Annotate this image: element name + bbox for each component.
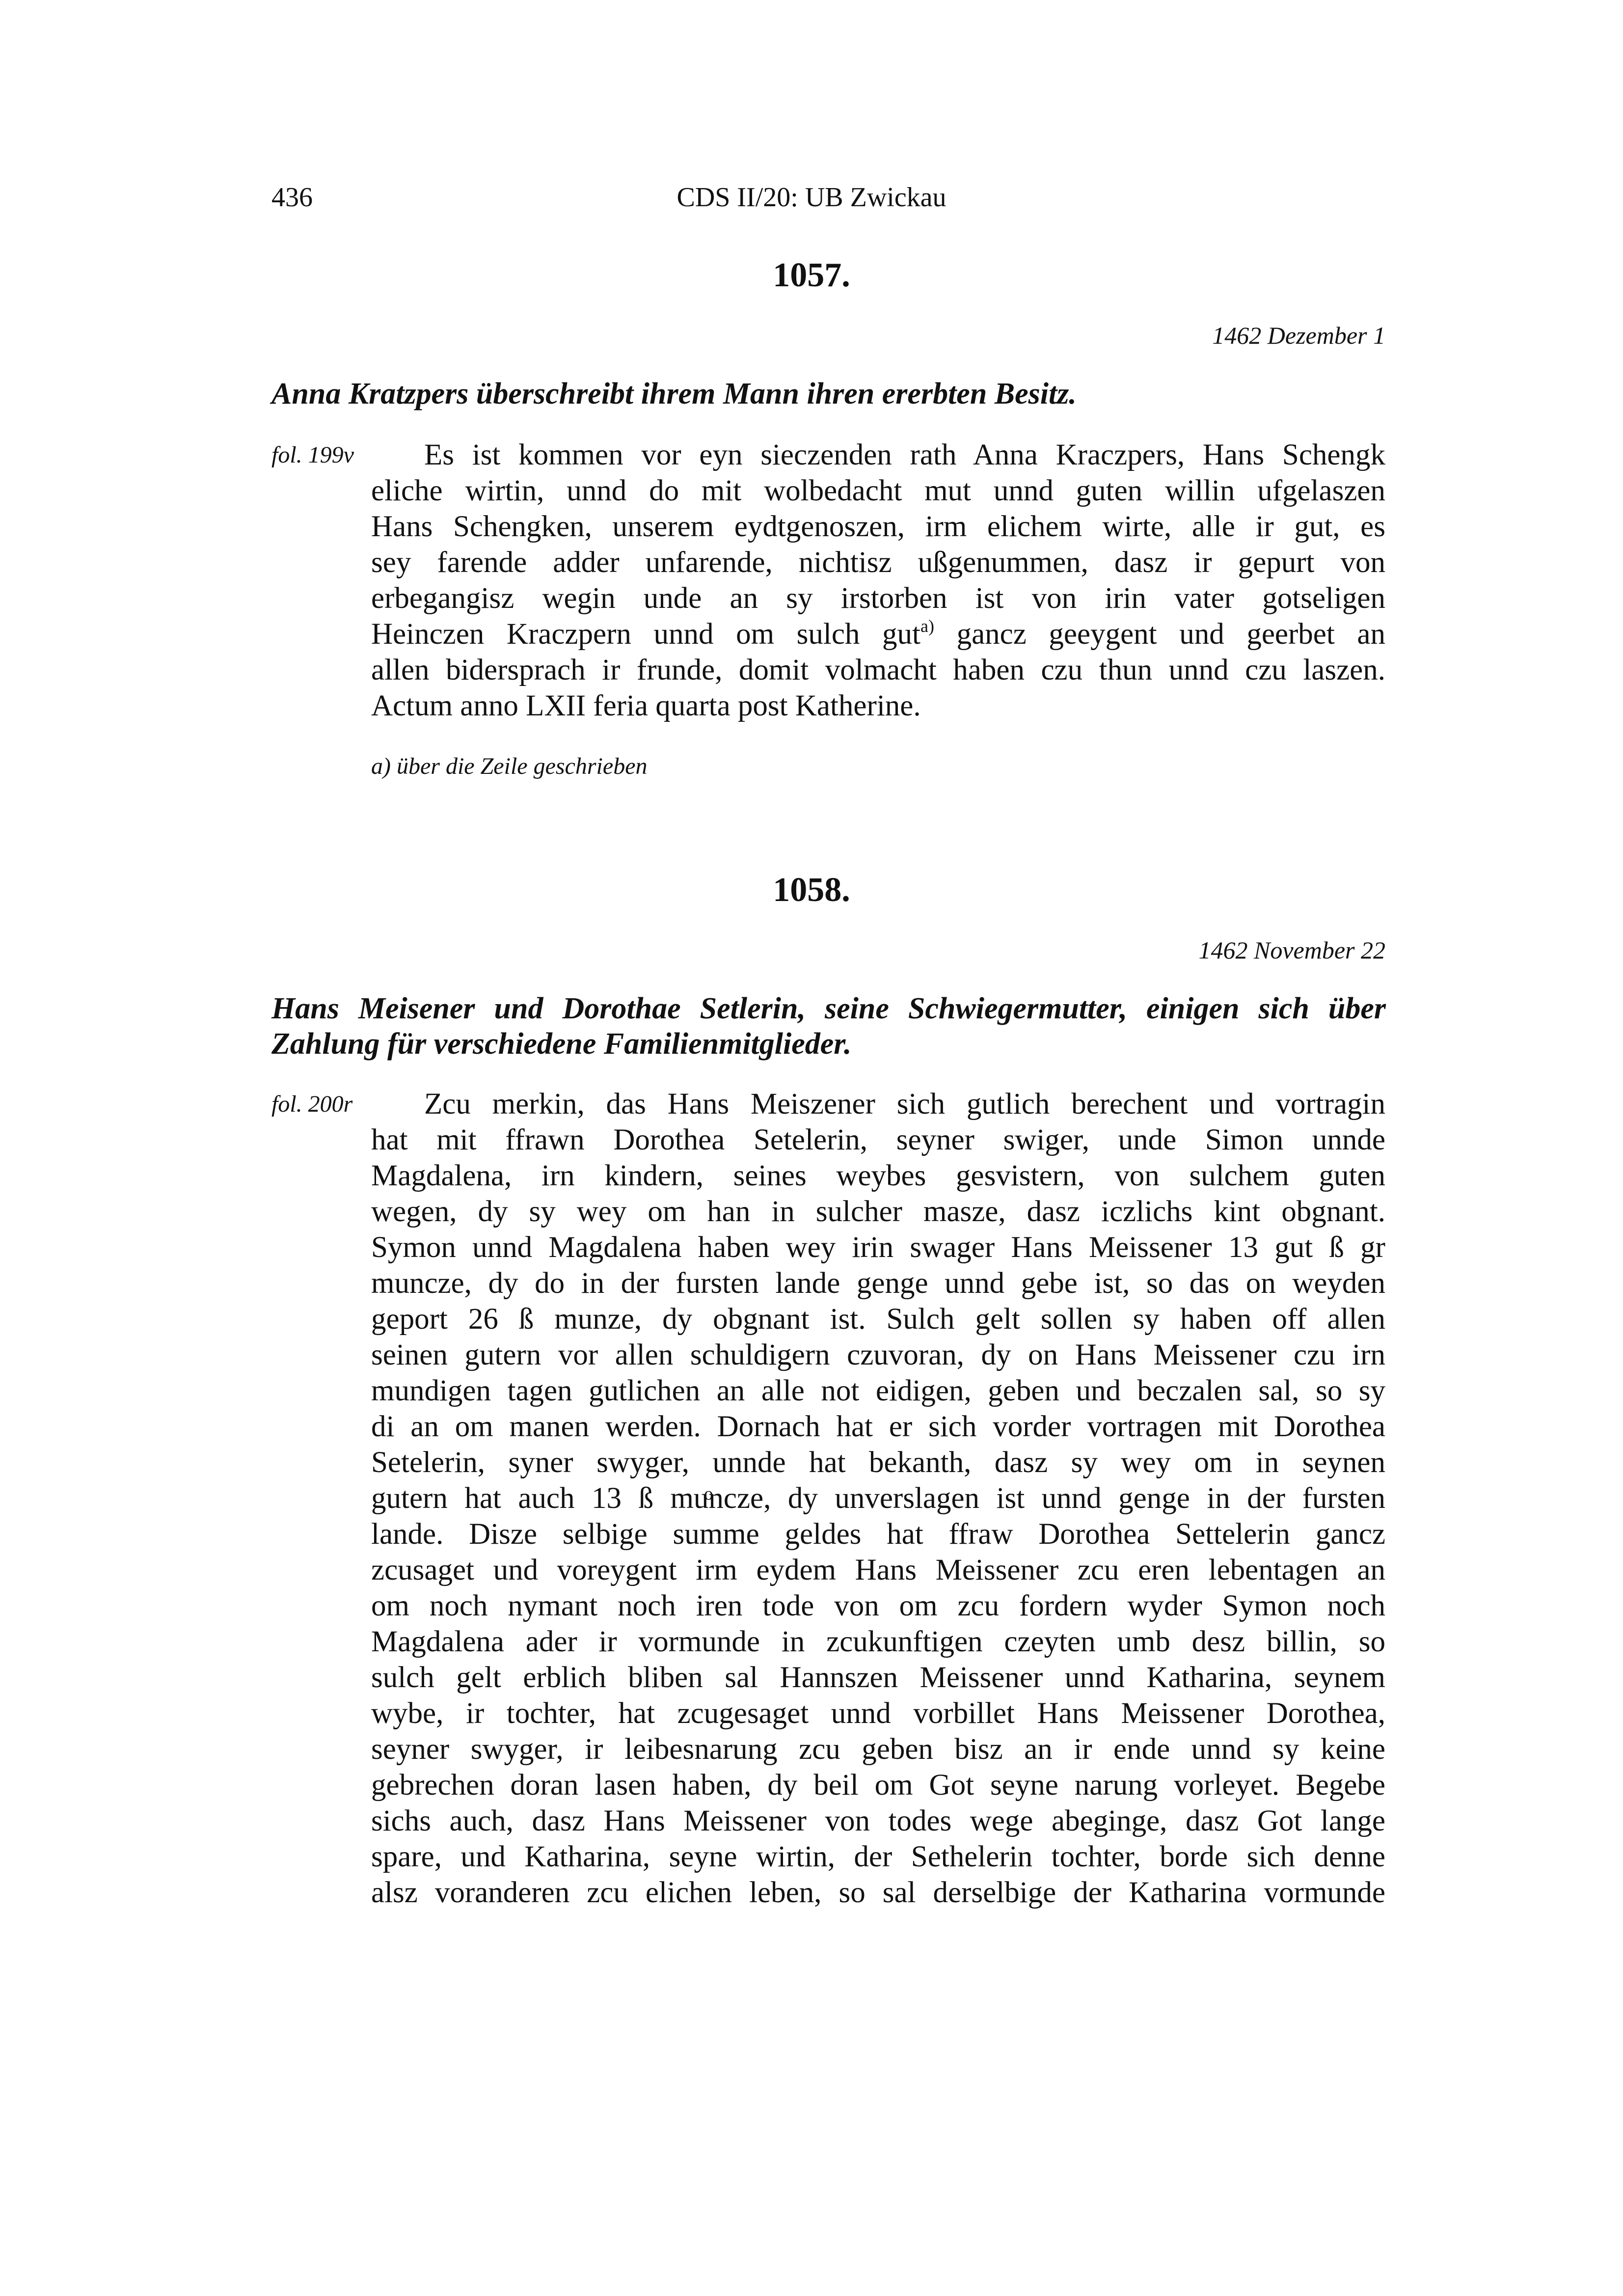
text-line: Magdalena, irn kindern, seines weybes gesvistern, von sulchem guten	[371, 1159, 1385, 1192]
text-line: sulch gelt erblich bliben sal Hannszen Meissener unnd Katharina, seynem	[371, 1661, 1385, 1694]
entry-1057-folio: fol. 199v	[271, 442, 354, 468]
text-line: allen bidersprach ir frunde, domit volmacht haben czu thun unnd czu laszen.	[371, 654, 1385, 686]
text-line: di an om manen werden. Dornach hat er sich vorder vortragen mit Dorothea	[371, 1410, 1385, 1443]
entry-1057-body	[371, 437, 1385, 724]
text-line: seinen gutern vor allen schuldigern czuvoran, dy on Hans Meissener czu irn	[371, 1339, 1385, 1371]
text-line: hat mit ffrawn Dorothea Setelerin, seyner swiger, unde Simon unnde	[371, 1123, 1385, 1156]
text-line: Setelerin, syner swyger, unnde hat bekanth, dasz sy wey om in seynen	[371, 1446, 1385, 1479]
text-line: geport 26 ß munze, dy obgnant ist. Sulch gelt sollen sy haben off allen	[371, 1303, 1385, 1336]
text-line: Zcu merkin, das Hans Meiszener sich gutlich berechent und vortragin	[424, 1088, 1385, 1121]
text-line: Symon unnd Magdalena haben wey irin swager Hans Meissener 13 gut ß gr	[371, 1231, 1385, 1264]
entry-1058-number: 1058.	[773, 871, 850, 909]
text-line: alsz voranderen zcu elichen leben, so sal derselbige der Katharina vormunde	[371, 1876, 1385, 1909]
text-line: gebrechen doran lasen haben, dy beil om Got seyne narung vorleyet. Begebe	[371, 1769, 1385, 1802]
text-line: om noch nymant noch iren tode von om zcu fordern wyder Symon noch	[371, 1589, 1385, 1622]
entry-1057-number: 1057.	[773, 256, 850, 294]
running-title: CDS II/20: UB Zwickau	[676, 182, 947, 213]
text-line: zcusaget und voreygent irm eydem Hans Meissener zcu eren lebentagen an	[371, 1554, 1385, 1586]
text-line: Hans Schengken, unserem eydtgenoszen, irm elichem wirte, alle ir gut, es	[371, 510, 1385, 543]
title-line: Hans Meisener und Dorothae Setlerin, seine Schwiegermutter, einigen sich über	[271, 992, 1386, 1025]
entry-1057-title: Anna Kratzpers überschreibt ihrem Mann ihren ererbten Besitz.	[271, 377, 1077, 410]
text-line: erbegangisz wegin unde an sy irstorben ist von irin vater gotseligen	[371, 582, 1385, 615]
entry-1058-title	[271, 991, 1386, 1062]
text-line: muncze, dy do in der fursten lande genge unnd gebe ist, so das on weyden	[371, 1267, 1385, 1300]
entry-1058-body	[371, 1086, 1385, 1911]
text-line: wegen, dy sy wey om han in sulcher masze, dasz iczlichs kint obgnant.	[371, 1195, 1385, 1228]
text-line: Magdalena ader ir vormunde in zcukunftigen czeyten umb desz billin, so	[371, 1625, 1385, 1658]
entry-1058-date: 1462 November 22	[1198, 936, 1385, 964]
title-line: Zahlung für verschiedene Familienmitglieder.	[271, 1027, 852, 1061]
text-line: Es ist kommen vor eyn sieczenden rath Anna Kraczpers, Hans Schengk	[424, 438, 1385, 471]
text-line: spare, und Katharina, seyne wirtin, der Sethelerin tochter, borde sich denne	[371, 1840, 1385, 1873]
text-line: eliche wirtin, unnd do mit wolbedacht mut unnd guten willin ufgelaszen	[371, 474, 1385, 507]
text-line: Actum anno LXII feria quarta post Katherine.	[371, 689, 921, 722]
text-segment: Heinczen Kraczpern unnd om sulch gut	[371, 618, 920, 651]
entry-1057-date: 1462 Dezember 1	[1212, 322, 1385, 349]
entry-1058-folio: fol. 200r	[271, 1091, 353, 1117]
text-line: sey farende adder unfarende, nichtisz ußgenummen, dasz ir gepurt von	[371, 546, 1385, 579]
text-segment: gancz geeygent und geerbet an	[956, 618, 1385, 651]
text-line: lande. Disze selbige summe geldes hat ffraw Dorothea Settelerin gancz	[371, 1518, 1385, 1551]
text-line: gutern hat auch 13 ß muͦncze, dy unverslagen ist unnd genge in der fursten	[371, 1482, 1385, 1515]
text-line: seyner swyger, ir leibesnarung zcu geben bisz an ir ende unnd sy keine	[371, 1733, 1385, 1766]
entry-1057-footnote: a) über die Zeile geschrieben	[371, 753, 648, 779]
footnote-marker: a)	[920, 616, 934, 636]
text-line	[371, 616, 1385, 652]
text-line: wybe, ir tochter, hat zcugesaget unnd vorbillet Hans Meissener Dorothea,	[371, 1697, 1385, 1730]
page-number: 436	[271, 182, 313, 213]
text-line: sichs auch, dasz Hans Meissener von todes wege abeginge, dasz Got lange	[371, 1804, 1385, 1837]
text-line: mundigen tagen gutlichen an alle not eidigen, geben und beczalen sal, so sy	[371, 1374, 1385, 1407]
